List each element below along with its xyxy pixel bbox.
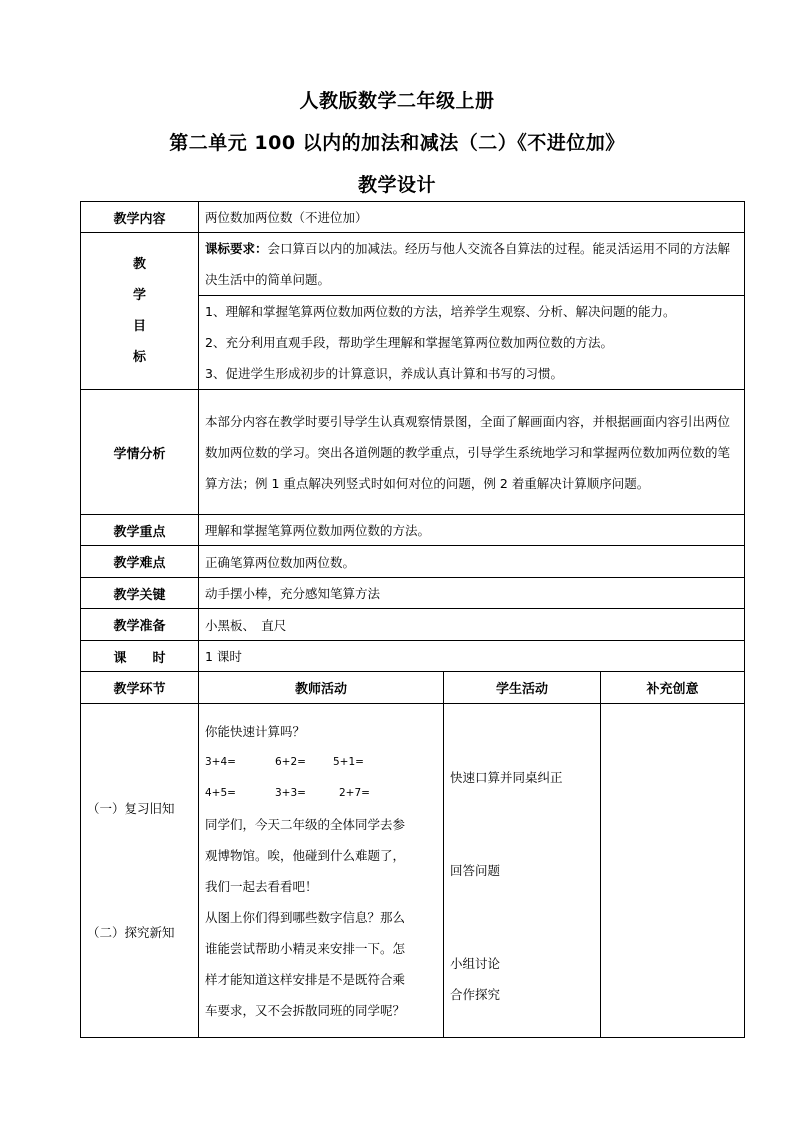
content-value: 两位数加两位数（不进位加） xyxy=(199,202,745,233)
difficulty-value: 正确笔算两位数加两位数。 xyxy=(199,546,745,578)
table-row-hours xyxy=(81,641,745,672)
requirement-title: 课标要求： xyxy=(205,241,268,256)
goal-item: 3、促进学生形成初步的计算意识，养成认真计算和书写的习惯。 xyxy=(205,366,563,381)
exercise-row xyxy=(205,778,437,809)
teacher-line: 从图上你们得到哪些数字信息？那么 xyxy=(205,909,406,925)
preparation-value: 小黑板、 直尺 xyxy=(199,609,745,641)
column-header-ideas: 补充创意 xyxy=(601,672,745,704)
student-activity: 合作探究 xyxy=(450,987,501,1002)
student-activity: 快速口算并同桌纠正 xyxy=(450,770,563,785)
exercise: 2+7= xyxy=(339,786,370,799)
exercise: 4+5= xyxy=(205,786,236,799)
teacher-line: 样才能知道这样安排是不是既符合乘 xyxy=(205,971,406,987)
goals-label-char: 教 xyxy=(132,257,146,272)
analysis-label: 学情分析 xyxy=(81,390,199,515)
table-row-content xyxy=(81,202,745,233)
supplement-cell xyxy=(601,704,745,1038)
difficulty-label: 教学难点 xyxy=(81,546,199,578)
content-label: 教学内容 xyxy=(81,202,199,233)
teacher-line: 我们一起去看看吧！ xyxy=(205,878,318,894)
table-row-difficulty xyxy=(81,546,745,578)
stage-explore: （二）探究新知 xyxy=(87,925,175,940)
table-row-crux xyxy=(81,578,745,609)
document-heading: 教学设计 xyxy=(357,174,436,196)
hours-label: 课 时 xyxy=(81,641,199,672)
exercise: 3+4= xyxy=(205,755,236,768)
goals-label-char: 学 xyxy=(132,288,146,303)
exercise: 6+2= xyxy=(275,755,306,768)
document-subtitle: 第二单元 100 以内的加法和减法（二）《不进位加》 xyxy=(169,132,625,154)
preparation-label: 教学准备 xyxy=(81,609,199,641)
column-header-teacher: 教师活动 xyxy=(199,672,444,704)
teacher-activity-cell xyxy=(199,704,444,1038)
teacher-line: 同学们，今天二年级的全体同学去参 xyxy=(205,816,406,832)
student-activity-cell xyxy=(444,704,601,1038)
exercise: 5+1= xyxy=(333,755,364,768)
exercise-row xyxy=(205,747,437,778)
column-header-stage: 教学环节 xyxy=(81,672,199,704)
goal-item: 2、充分利用直观手段，帮助学生理解和掌握笔算两位数加两位数的方法。 xyxy=(205,335,613,350)
requirement-text: 会口算百以内的加减法。经历与他人交流各自算法的过程。能灵活运用不同的方法解决生活中的简单问题。 xyxy=(205,241,731,287)
requirement-cell xyxy=(199,233,745,296)
teacher-question: 你能快速计算吗？ xyxy=(205,723,306,739)
teacher-line: 观博物馆。唉，他碰到什么难题了， xyxy=(205,847,406,863)
student-activity: 回答问题 xyxy=(450,863,501,878)
table-row-preparation xyxy=(81,609,745,641)
table-row-requirement xyxy=(81,233,745,296)
student-activity: 小组讨论 xyxy=(450,956,501,971)
goals-label-char: 标 xyxy=(132,350,146,365)
key-point-value: 理解和掌握笔算两位数加两位数的方法。 xyxy=(199,515,745,546)
table-row-activities xyxy=(81,704,745,1038)
lesson-plan-table xyxy=(80,201,745,1038)
stage-cell xyxy=(81,704,199,1038)
column-header-student: 学生活动 xyxy=(444,672,601,704)
table-row-key-point xyxy=(81,515,745,546)
goals-label xyxy=(81,233,199,390)
goal-item: 1、理解和掌握笔算两位数加两位数的方法，培养学生观察、分析、解决问题的能力。 xyxy=(205,304,676,319)
hours-value: 1 课时 xyxy=(199,641,745,672)
document-title: 人教版数学二年级上册 xyxy=(299,90,495,112)
key-point-label: 教学重点 xyxy=(81,515,199,546)
teacher-line: 谁能尝试帮助小精灵来安排一下。怎 xyxy=(205,940,406,956)
crux-label: 教学关键 xyxy=(81,578,199,609)
teacher-line: 车要求，又不会拆散同班的同学呢？ xyxy=(205,1002,406,1018)
stage-review: （一）复习旧知 xyxy=(87,801,175,816)
table-row-analysis xyxy=(81,390,745,515)
exercise: 3+3= xyxy=(275,786,306,799)
crux-value: 动手摆小棒，充分感知笔算方法 xyxy=(199,578,745,609)
goals-label-char: 目 xyxy=(132,319,146,334)
table-header-row xyxy=(81,672,745,704)
analysis-text: 本部分内容在教学时要引导学生认真观察情景图，全面了解画面内容，并根据画面内容引出两位数加两位数的学习。突出各道例题的教学重点，引导学生系统地学习和掌握两位数加两位数的笔算方法；例 1 重点解决列竖式时如何对位的问题，例 2 着重解决计算顺序问题。 xyxy=(199,390,745,515)
goals-cell xyxy=(199,296,745,390)
